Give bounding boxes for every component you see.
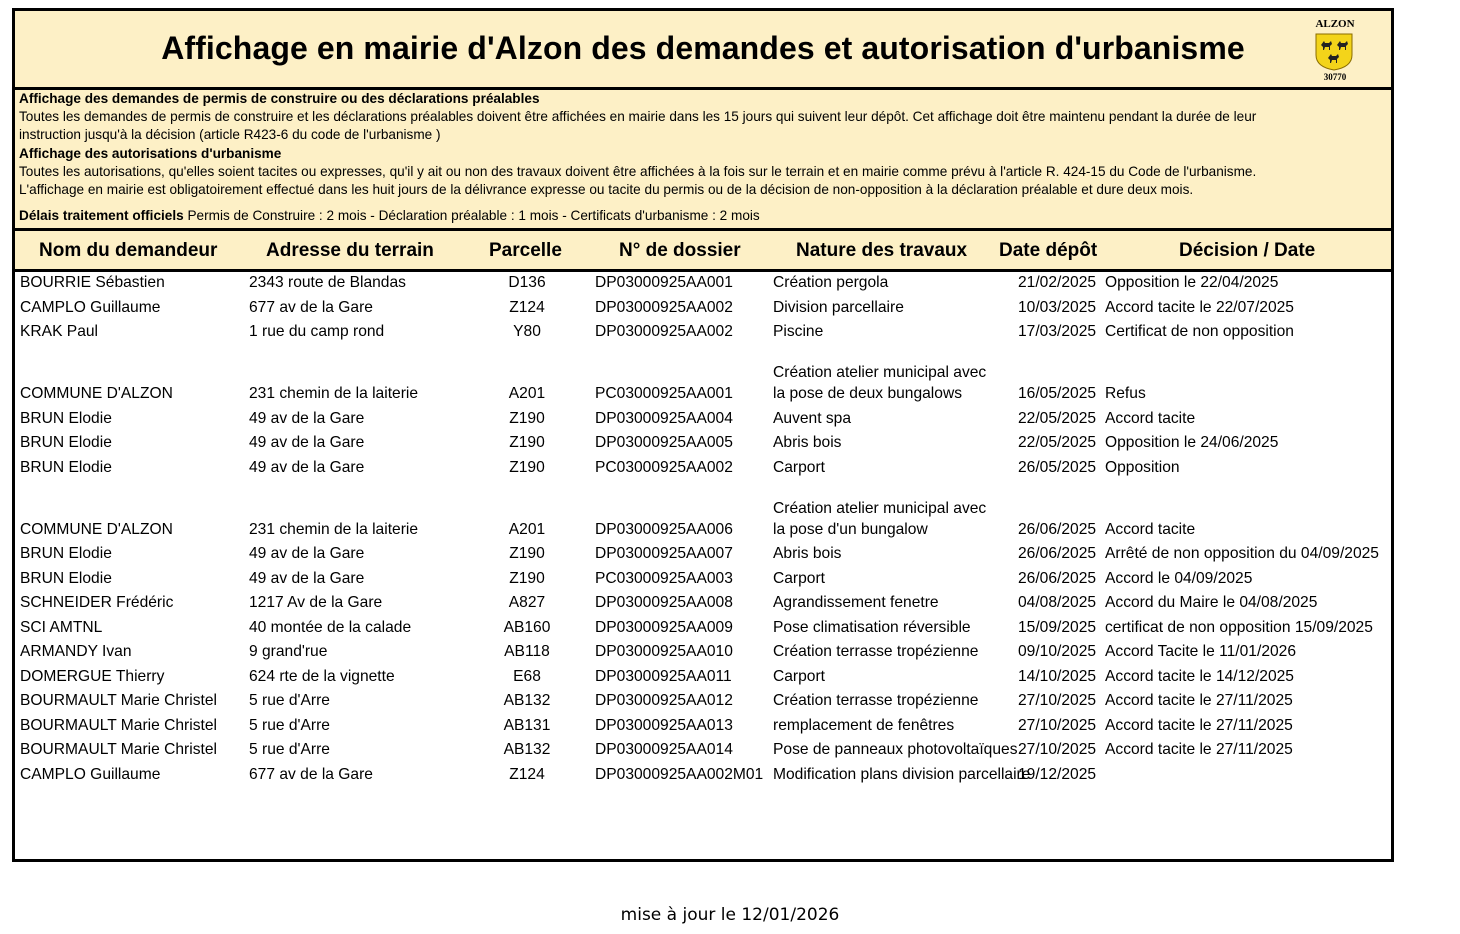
cell-date-depot: 22/05/2025: [1018, 410, 1097, 427]
cell-decision: Opposition: [1105, 459, 1180, 476]
cell-nature: remplacement de fenêtres: [773, 717, 955, 734]
delais-line: [19, 207, 760, 225]
info-text-demandes-line1: Toutes les demandes de permis de construire et les déclarations préalables doivent être affichées en mairie dans les 15 jours qui suivent leur dépôt. Cet affichage doit être maintenu pendant la durée de leur: [19, 109, 1257, 125]
cell-adresse: 49 av de la Gare: [249, 545, 365, 562]
cell-parcelle: Z190: [509, 434, 545, 451]
cell-dossier: DP03000925AA002: [595, 323, 733, 340]
cell-dossier: DP03000925AA006: [595, 521, 733, 538]
cell-nom: SCHNEIDER Frédéric: [20, 594, 174, 611]
logo-postal-code: 30770: [1323, 72, 1347, 82]
cell-adresse: 231 chemin de la laiterie: [249, 385, 419, 402]
cell-date-depot: 17/03/2025: [1018, 323, 1097, 340]
cell-dossier: DP03000925AA004: [595, 410, 733, 427]
info-heading-demandes: Affichage des demandes de permis de construire ou des déclarations préalables: [19, 91, 540, 106]
delais-label: Délais traitement officiels: [19, 208, 184, 223]
cell-decision: Accord tacite: [1105, 521, 1196, 538]
cell-parcelle: A201: [508, 521, 546, 538]
cell-parcelle: AB118: [504, 643, 550, 660]
cell-parcelle: D136: [508, 274, 546, 291]
info-text-autorisations-line1: Toutes les autorisations, qu'elles soient tacites ou expresses, qu'il y ait ou non des travaux doivent être affichées à la fois sur le terrain et en mairie comme prévu à l'article R. 424-15 du Code de l'urbanisme.: [19, 163, 1257, 179]
cell-date-depot: 26/05/2025: [1018, 459, 1097, 476]
cell-nature: Pose climatisation réversible: [773, 619, 971, 636]
cell-nom: DOMERGUE Thierry: [20, 668, 165, 685]
info-panel: [15, 90, 1391, 231]
cell-nom: BRUN Elodie: [20, 434, 112, 451]
cell-nom: ARMANDY Ivan: [20, 643, 132, 660]
column-header-decision: Décision / Date: [1179, 240, 1316, 261]
cell-dossier: DP03000925AA012: [595, 692, 733, 709]
cell-dossier: DP03000925AA007: [595, 545, 733, 562]
cell-adresse: 231 chemin de la laiterie: [249, 521, 419, 538]
cell-dossier: DP03000925AA002: [595, 299, 733, 316]
cell-decision: Accord tacite: [1105, 410, 1196, 427]
cell-dossier: PC03000925AA001: [595, 385, 733, 402]
cell-nature: Abris bois: [773, 434, 842, 451]
coat-of-arms-icon: [1315, 33, 1353, 71]
cell-nom: BRUN Elodie: [20, 459, 112, 476]
cell-adresse: 49 av de la Gare: [249, 570, 365, 587]
cell-nom: BRUN Elodie: [20, 570, 112, 587]
cell-decision: Accord tacite le 27/11/2025: [1105, 741, 1293, 758]
cell-nom: BOURMAULT Marie Christel: [20, 692, 217, 709]
cell-date-depot: 27/10/2025: [1018, 717, 1097, 734]
cell-adresse: 2343 route de Blandas: [249, 274, 406, 291]
cell-decision: Accord tacite le 27/11/2025: [1105, 692, 1293, 709]
cell-date-depot: 26/06/2025: [1018, 521, 1097, 538]
cell-nom: COMMUNE D'ALZON: [20, 521, 173, 538]
cell-date-depot: 14/10/2025: [1018, 668, 1097, 685]
title-bar: [15, 11, 1391, 90]
cell-nom: BRUN Elodie: [20, 410, 112, 427]
cell-nom: BOURRIE Sébastien: [20, 274, 165, 291]
cell-adresse: 40 montée de la calade: [249, 619, 412, 636]
cell-decision: Accord Tacite le 11/01/2026: [1105, 643, 1297, 660]
cell-nom: SCI AMTNL: [20, 619, 103, 636]
cell-nature: Carport: [773, 668, 825, 685]
cell-nature-line2: la pose de deux bungalows: [773, 385, 962, 402]
cell-date-depot: 26/06/2025: [1018, 545, 1097, 562]
cell-nature: Modification plans division parcellaire: [773, 766, 1031, 783]
cell-date-depot: 16/05/2025: [1018, 385, 1097, 402]
cell-date-depot: 21/02/2025: [1018, 274, 1097, 291]
cell-date-depot: 27/10/2025: [1018, 741, 1097, 758]
cell-nom: BRUN Elodie: [20, 545, 112, 562]
cell-parcelle: Z124: [509, 299, 545, 316]
cell-parcelle: A201: [508, 385, 546, 402]
cell-decision: Arrêté de non opposition du 04/09/2025: [1105, 545, 1379, 562]
cell-dossier: DP03000925AA010: [595, 643, 733, 660]
cell-nature: Pose de panneaux photovoltaïques: [773, 741, 1018, 758]
cell-parcelle: Y80: [513, 323, 541, 340]
cell-nature: Piscine: [773, 323, 824, 340]
info-heading-autorisations: Affichage des autorisations d'urbanisme: [19, 145, 282, 161]
cell-adresse: 49 av de la Gare: [249, 434, 365, 451]
cell-parcelle: A827: [508, 594, 546, 611]
cell-decision: certificat de non opposition 15/09/2025: [1105, 619, 1373, 636]
cell-date-depot: 04/08/2025: [1018, 594, 1097, 611]
cell-decision: Accord tacite le 27/11/2025: [1105, 717, 1293, 734]
cell-adresse: 677 av de la Gare: [249, 299, 373, 316]
cell-date-depot: 19/12/2025: [1018, 766, 1097, 783]
cell-dossier: DP03000925AA008: [595, 594, 733, 611]
cell-parcelle: Z190: [509, 570, 545, 587]
cell-parcelle: Z124: [509, 766, 545, 783]
cell-dossier: DP03000925AA009: [595, 619, 733, 636]
cell-adresse: 5 rue d'Arre: [249, 717, 330, 734]
cell-date-depot: 09/10/2025: [1018, 643, 1097, 660]
cell-dossier: DP03000925AA014: [595, 741, 733, 758]
cell-nature: Abris bois: [773, 545, 842, 562]
cell-nom: COMMUNE D'ALZON: [20, 385, 173, 402]
cell-adresse: 49 av de la Gare: [249, 410, 365, 427]
cell-parcelle: AB160: [503, 619, 551, 636]
cell-nom: KRAK Paul: [20, 323, 99, 340]
update-date: mise à jour le 12/01/2026: [620, 905, 840, 925]
cell-parcelle: AB132: [503, 692, 551, 709]
column-header-nom: Nom du demandeur: [39, 240, 218, 261]
cell-nature: Création atelier municipal avec: [773, 364, 987, 381]
cell-parcelle: AB131: [503, 717, 551, 734]
cell-decision: Refus: [1105, 385, 1146, 402]
cell-dossier: DP03000925AA011: [595, 668, 732, 685]
cell-nom: CAMPLO Guillaume: [20, 299, 161, 316]
document-frame: [12, 8, 1394, 862]
cell-adresse: 1 rue du camp rond: [249, 323, 385, 340]
delais-text: Permis de Construire : 2 mois - Déclaration préalable : 1 mois - Certificats d'urbanisme : 2 mois: [187, 208, 760, 223]
info-text-autorisations-line2: L'affichage en mairie est obligatoirement effectué dans les huit jours de la délivrance expresse ou tacite du permis ou de la décision de non-opposition à la déclaration préalable et dure deux mois.: [19, 182, 1194, 198]
cell-decision: Accord tacite le 14/12/2025: [1105, 668, 1294, 685]
cell-date-depot: 10/03/2025: [1018, 299, 1097, 316]
cell-nom: CAMPLO Guillaume: [20, 766, 161, 783]
cell-adresse: 624 rte de la vignette: [249, 668, 395, 685]
column-header-dossier: N° de dossier: [619, 240, 741, 261]
cell-adresse: 49 av de la Gare: [249, 459, 365, 476]
cell-decision: Accord le 04/09/2025: [1105, 570, 1253, 587]
cell-decision: Opposition le 22/04/2025: [1105, 274, 1279, 291]
cell-nature: Création atelier municipal avec: [773, 500, 987, 517]
cell-decision: Accord tacite le 22/07/2025: [1105, 299, 1294, 316]
cell-nature-line2: la pose d'un bungalow: [773, 521, 928, 538]
cell-parcelle: Z190: [509, 545, 545, 562]
cell-date-depot: 26/06/2025: [1018, 570, 1097, 587]
column-header-nature: Nature des travaux: [796, 240, 968, 261]
cell-nature: Auvent spa: [773, 410, 852, 427]
column-header-adresse: Adresse du terrain: [266, 240, 434, 261]
cell-decision: Opposition le 24/06/2025: [1105, 434, 1279, 451]
cell-decision: Accord du Maire le 04/08/2025: [1105, 594, 1318, 611]
cell-nature: Division parcellaire: [773, 299, 904, 316]
cell-nature: Création terrasse tropézienne: [773, 692, 979, 709]
cell-date-depot: 22/05/2025: [1018, 434, 1097, 451]
cell-nature: Agrandissement fenetre: [773, 594, 939, 611]
page-title: Affichage en mairie d'Alzon des demandes et autorisation d'urbanisme: [161, 30, 1245, 66]
cell-dossier: PC03000925AA003: [595, 570, 733, 587]
column-header-date: Date dépôt: [999, 240, 1098, 261]
cell-dossier: DP03000925AA002M01: [595, 766, 764, 783]
cell-nature: Création terrasse tropézienne: [773, 643, 979, 660]
cell-nom: BOURMAULT Marie Christel: [20, 717, 217, 734]
cell-adresse: 1217 Av de la Gare: [249, 594, 383, 611]
cell-parcelle: Z190: [509, 410, 545, 427]
cell-parcelle: Z190: [509, 459, 545, 476]
cell-parcelle: AB132: [503, 741, 551, 758]
cell-adresse: 5 rue d'Arre: [249, 741, 330, 758]
cell-decision: Certificat de non opposition: [1105, 323, 1294, 340]
town-logo: [1305, 15, 1365, 83]
info-text-demandes-line2: instruction jusqu'à la décision (article R423-6 du code de l'urbanisme ): [19, 127, 441, 143]
cell-date-depot: 27/10/2025: [1018, 692, 1097, 709]
cell-adresse: 677 av de la Gare: [249, 766, 373, 783]
cell-dossier: DP03000925AA013: [595, 717, 733, 734]
table-header: [15, 231, 1391, 272]
cell-nom: BOURMAULT Marie Christel: [20, 741, 217, 758]
cell-nature: Carport: [773, 459, 825, 476]
cell-parcelle: E68: [513, 668, 541, 685]
logo-town-name: ALZON: [1315, 18, 1355, 30]
cell-dossier: DP03000925AA005: [595, 434, 733, 451]
cell-date-depot: 15/09/2025: [1018, 619, 1097, 636]
cell-dossier: DP03000925AA001: [595, 274, 733, 291]
cell-nature: Carport: [773, 570, 825, 587]
cell-adresse: 9 grand'rue: [249, 643, 328, 660]
column-header-parcelle: Parcelle: [489, 240, 562, 261]
cell-adresse: 5 rue d'Arre: [249, 692, 330, 709]
cell-nature: Création pergola: [773, 274, 889, 291]
cell-dossier: PC03000925AA002: [595, 459, 733, 476]
